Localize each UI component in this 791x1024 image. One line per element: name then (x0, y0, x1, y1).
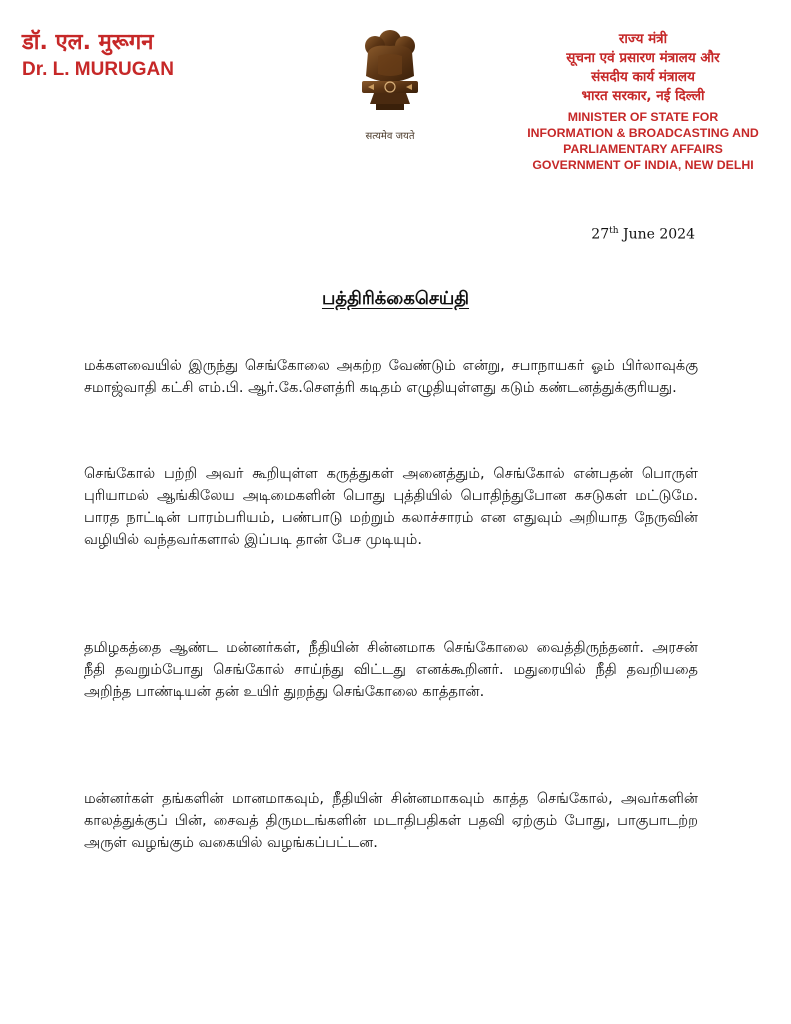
minister-name-english: Dr. L. MURUGAN (22, 59, 174, 80)
office-english-line: MINISTER OF STATE FOR (567, 110, 719, 124)
office-english-line: GOVERNMENT OF INDIA, NEW DELHI (532, 158, 754, 172)
date-month-year: June 2024 (618, 226, 695, 243)
office-hindi-line: भारत सरकार, नई दिल्ली (581, 88, 705, 104)
release-date (591, 226, 695, 243)
paragraph: மக்களவையில் இருந்து செங்கோலை அகற்ற வேண்டும் என்று, சபாநாயகர் ஓம் பிர்லாவுக்கு சமாஜ்வாதி கட்சி எம்.பி. ஆர்.கே.சௌத்ரி கடிதம் எழுதியுள்ளது கடும் கண்டனத்துக்குரியது. (84, 358, 698, 396)
office-english-line: PARLIAMENTARY AFFAIRS (563, 142, 723, 156)
paragraph: தமிழகத்தை ஆண்ட மன்னர்கள், நீதியின் சின்னமாக செங்கோலை வைத்திருந்தனர். அரசன் நீதி தவறும்போது செங்கோல் சாய்ந்து விட்டது எனக்கூறினர். மதுரையில் நீதி தவறியதை அறிந்த பாண்டியன் தன் உயிர் துறந்து செங்கோலை காத்தான். (84, 640, 698, 700)
press-release-title (0, 288, 791, 311)
date-suffix: th (609, 226, 619, 236)
paragraph: மன்னர்கள் தங்களின் மானமாகவும், நீதியின் சின்னமாகவும் காத்த செங்கோல், அவர்களின் காலத்துக்குப் பின், சைவத் திருமடங்களின் மடாதிபதிகள் பதவி ஏற்கும் போது, பாகுபாடற்ற அருள் வழங்கும் வகையில் வழங்கப்பட்டன. (84, 791, 698, 851)
office-designation-block (513, 30, 773, 173)
paragraph: செங்கோல் பற்றி அவர் கூறியுள்ள கருத்துகள் அனைத்தும், செங்கோல் என்பதன் பொருள் புரியாமல் ஆங்கிலேய அடிமைகளின் பொது புத்தியில் பொதிந்துபோன கசடுகள் மட்டுமே. பாரத நாட்டின் பாரம்பரியம், பண்பாடு மற்றும் கலாச்சாரம் என எதுவும் அறியாத நேருவின் வழியில் வந்தவர்களால் இப்படி தான் பேச முடியும். (84, 466, 698, 548)
office-english-line: INFORMATION & BROADCASTING AND (527, 126, 759, 140)
office-hindi-line: राज्य मंत्री (618, 31, 668, 47)
minister-name-block (22, 30, 174, 82)
date-day: 27 (591, 226, 610, 243)
office-hindi-line: सूचना एवं प्रसारण मंत्रालय और (566, 50, 720, 66)
press-release-title-text: பத்திரிக்கைசெய்தி (321, 288, 470, 309)
minister-name-hindi: डॉ. एल. मुरूगन (22, 30, 154, 55)
emblem-motto: सत्यमेव जयते (365, 131, 415, 142)
office-hindi-line: संसदीय कार्य मंत्रालय (591, 69, 695, 85)
